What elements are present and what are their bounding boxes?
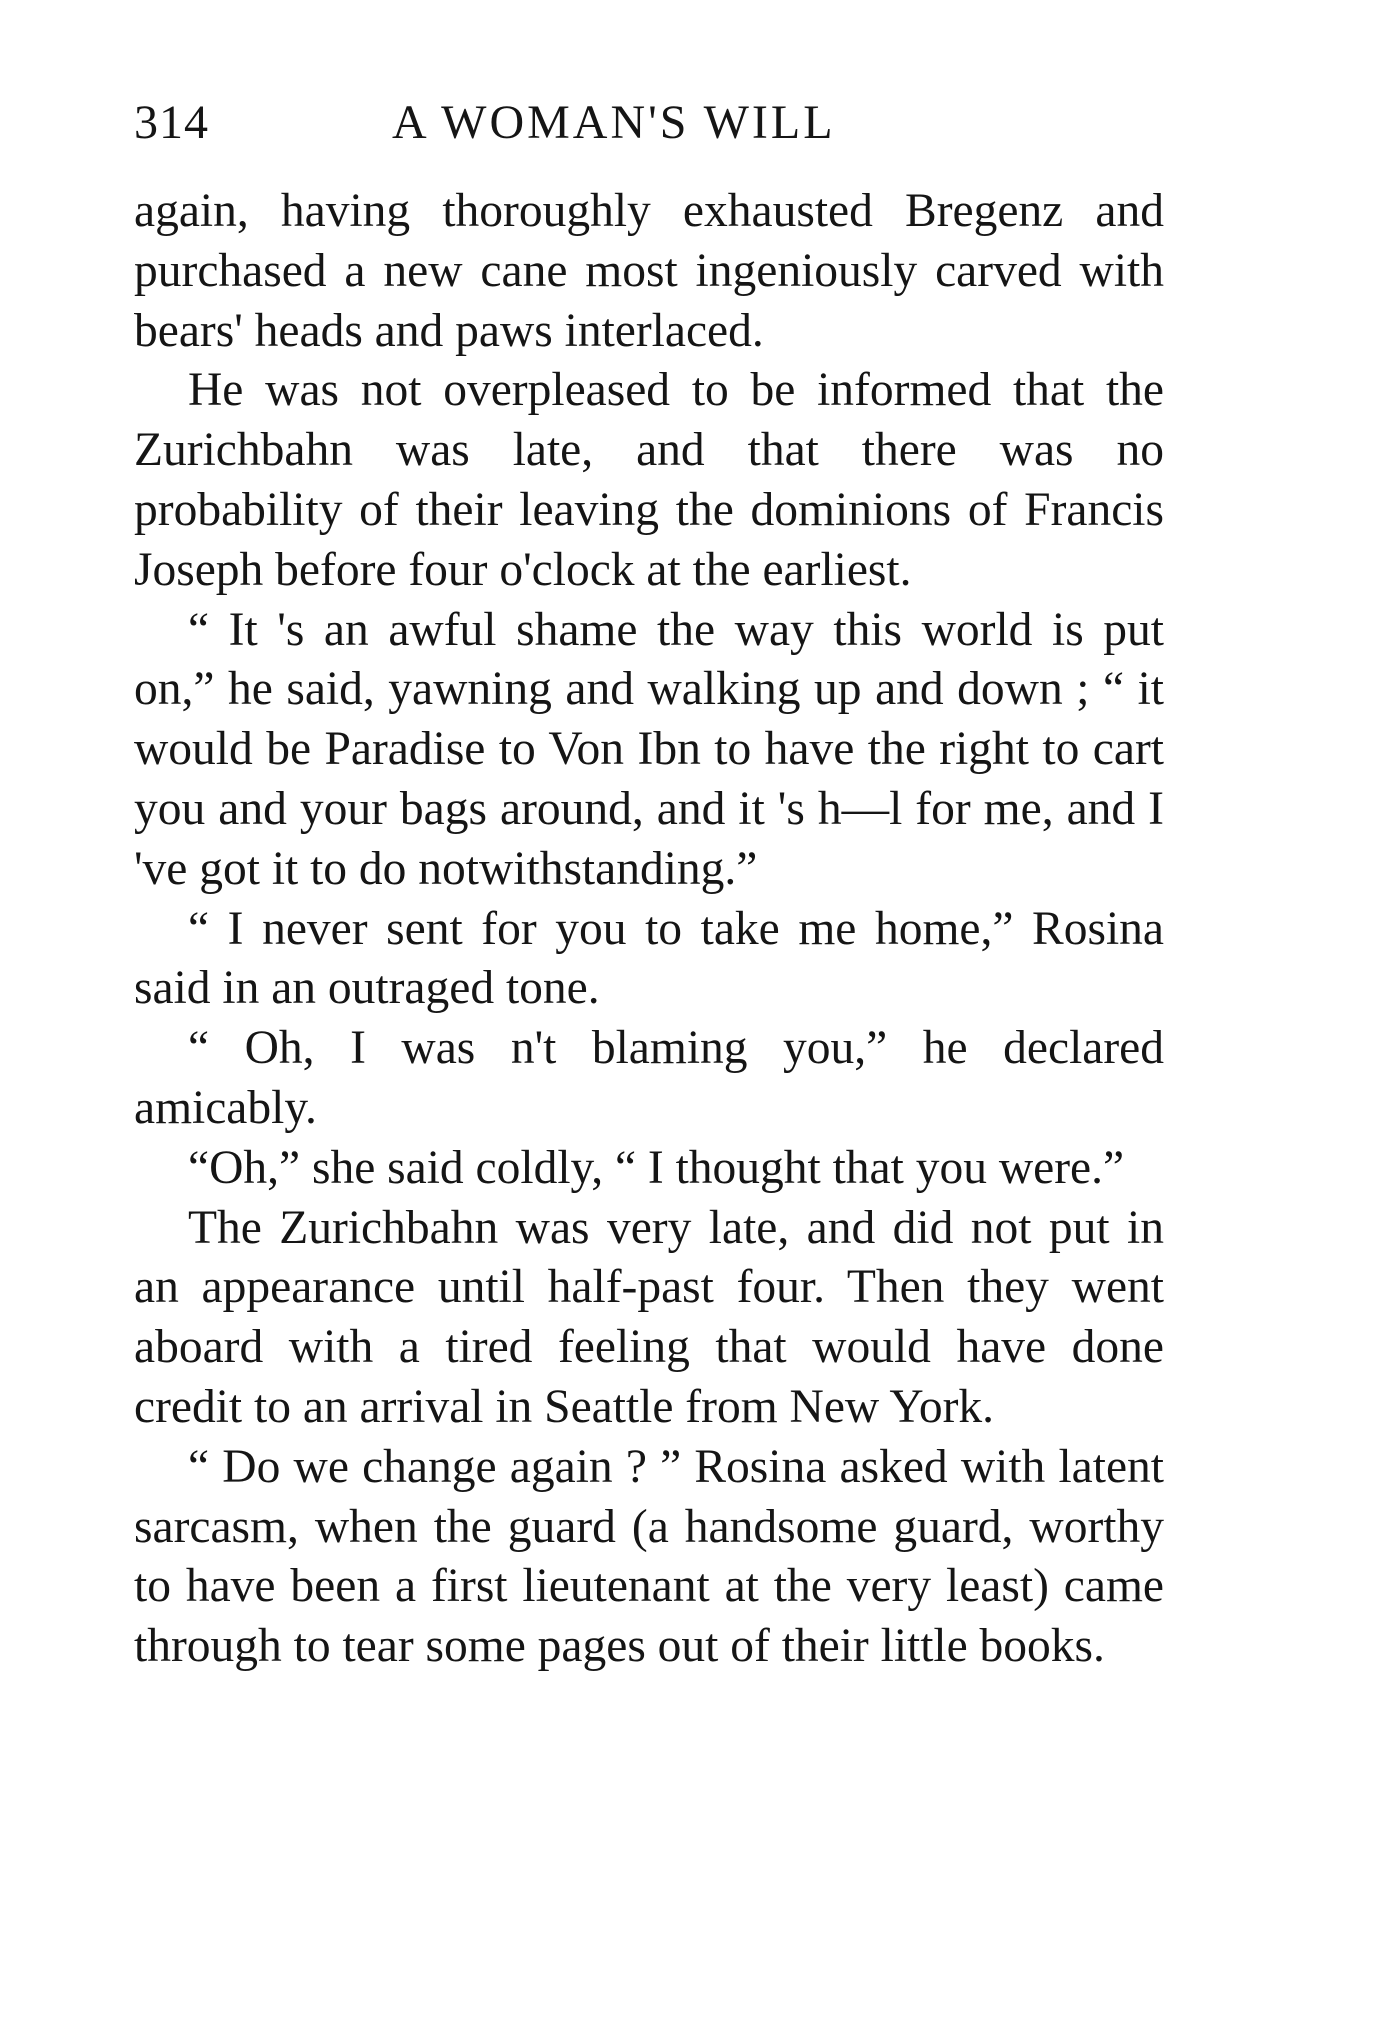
running-title: A WOMAN'S WILL (392, 96, 836, 149)
running-head (134, 95, 1164, 165)
paragraph-dialogue: “ It 's an awful shame the way this world is put on,” he said, yawning and walking up and down ; “ it would be Paradise to Von Ibn to have the right to cart you and your bags around, and it 's h—l for me, and I 've got it to do notwithstanding.” (134, 603, 1164, 895)
paragraph: He was not overpleased to be informed that the Zurichbahn was late, and that there was no probability of their leaving the dominions of Francis Joseph before four o'clock at the earliest. (134, 364, 1164, 596)
page-number: 314 (134, 96, 209, 149)
body-text (134, 182, 1164, 1677)
paragraph: The Zurichbahn was very late, and did not put in an appearance until half-past four. Then they went aboard with a tired feeling that would have done credit to an arrival in Seattle from New York. (134, 1201, 1164, 1433)
paragraph-dialogue: “ Oh, I was n't blaming you,” he declared amicably. (134, 1022, 1164, 1134)
paragraph-continuation: again, having thoroughly exhausted Bregenz and purchased a new cane most ingeniously carved with bears' heads and paws interlaced. (134, 185, 1164, 357)
paragraph-dialogue: “Oh,” she said coldly, “ I thought that you were.” (188, 1141, 1125, 1194)
paragraph-dialogue: “ Do we change again ? ” Rosina asked with latent sarcasm, when the guard (a handsome guard, worthy to have been a first lieutenant at the very least) came through to tear some pages out of their little books. (134, 1440, 1164, 1673)
paragraph-dialogue: “ I never sent for you to take me home,” Rosina said in an outraged tone. (134, 902, 1164, 1015)
